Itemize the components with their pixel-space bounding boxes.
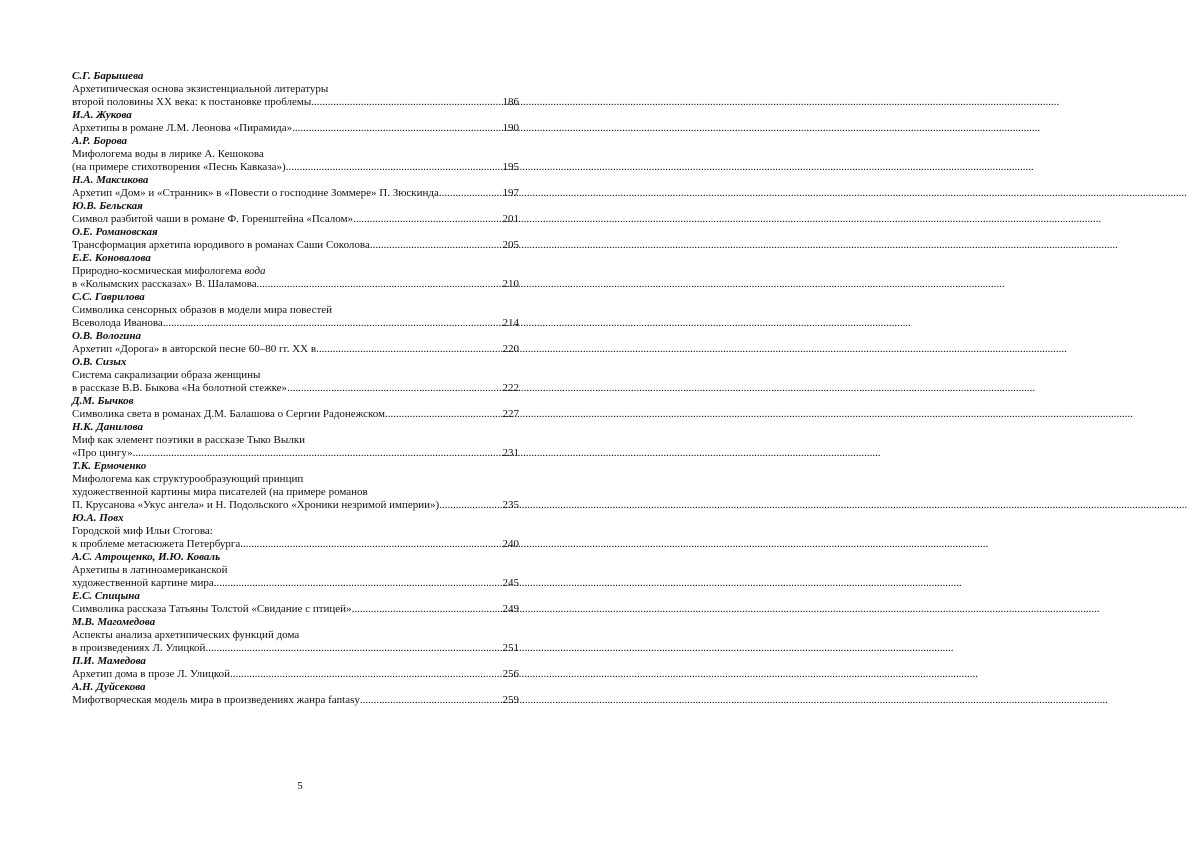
entry-title-text: Архетип «Дом» и «Странник» в «Повести о господине Зоммере» П. Зюскинда (72, 187, 439, 199)
toc-entry (72, 330, 519, 356)
entry-title-line (72, 265, 519, 278)
entry-page-number: 245 (502, 577, 519, 589)
entry-title-text: Символика рассказа Татьяны Толстой «Свидание с птицей» (72, 603, 352, 615)
entry-title-line: Городской миф Ильи Стогова: (72, 525, 213, 537)
entry-title-line: Архетипическая основа экзистенциальной литературы (72, 83, 329, 95)
toc-entry (72, 252, 519, 291)
entry-author: Т.К. Ермоченко (72, 460, 147, 472)
entry-title-text: Символ разбитой чаши в романе Ф. Горенштейна «Псалом» (72, 213, 354, 225)
dot-leader (230, 668, 501, 681)
entry-page-number: 235 (502, 499, 519, 511)
entry-author: О.В. Сизых (72, 356, 127, 368)
entry-page-number: 220 (502, 343, 519, 355)
dot-leader (319, 343, 502, 356)
dot-leader (163, 317, 502, 330)
toc-entry (72, 356, 519, 395)
entry-author: С.Г. Барышева (72, 70, 144, 82)
dot-leader (257, 278, 502, 291)
toc-entry (72, 590, 519, 616)
entry-title-last-line (72, 161, 519, 174)
entry-author: С.С. Гаврилова (72, 291, 145, 303)
dot-leader (214, 577, 502, 590)
entry-page-number: 195 (502, 161, 519, 173)
entry-title-last-line (72, 499, 519, 512)
entry-title-line: Система сакрализации образа женщины (72, 369, 261, 381)
entry-title-text: Всеволода Иванова (72, 317, 163, 329)
entry-title-text: второй половины ХХ века: к постановке проблемы (72, 96, 312, 108)
toc-entry (72, 200, 519, 226)
entry-title-last-line (72, 213, 519, 226)
entry-title-line: художественной картины мира писателей (на примере романов (72, 486, 368, 498)
dot-leader (205, 642, 501, 655)
entry-title-text: художественной картине мира (72, 577, 214, 589)
toc-entry (72, 395, 519, 421)
entry-title-line: Архетипы в латиноамериканской (72, 564, 228, 576)
entry-title-last-line (72, 96, 519, 109)
entry-author: Ю.В. Бельская (72, 200, 143, 212)
entry-page-number: 227 (502, 408, 519, 420)
entry-title-text: Архетип «Дорога» в авторской песне 60–80 гг. ХХ в. (72, 343, 319, 355)
entry-page-number: 249 (502, 603, 519, 615)
entry-title-last-line (72, 317, 519, 330)
entry-title-text: Символика света в романах Д.М. Балашова о Сергии Радонежском (72, 408, 386, 420)
entry-page-number: 251 (502, 642, 519, 654)
dot-leader (439, 499, 501, 512)
entry-page-number: 256 (502, 668, 519, 680)
entry-title-text: П. Крусанова «Укус ангела» и Н. Подольского «Хроники незримой империи») (72, 499, 440, 511)
entry-author: Ю.А. Повх (72, 512, 124, 524)
dot-leader (353, 213, 501, 226)
toc-entry (72, 512, 519, 551)
entry-author: И.А. Жукова (72, 109, 132, 121)
entry-title-last-line (72, 343, 519, 356)
entry-title-text: в произведениях Л. Улицкой (72, 642, 206, 654)
entry-page-number: 210 (502, 278, 519, 290)
entry-title-text: Архетип дома в прозе Л. Улицкой (72, 668, 231, 680)
dot-leader (385, 408, 501, 421)
entry-title-last-line (72, 382, 519, 395)
entry-page-number: 222 (502, 382, 519, 394)
entry-title-text: к проблеме метасюжета Петербурга (72, 538, 241, 550)
toc-entry (72, 291, 519, 330)
toc-entry (72, 70, 519, 109)
entry-page-number: 259 (502, 694, 519, 706)
toc-entry (72, 226, 519, 252)
entry-title-text: в рассказе В.В. Быкова «На болотной стежке» (72, 382, 288, 394)
entry-author: Д.М. Бычков (72, 395, 134, 407)
entry-author: О.Е. Романовская (72, 226, 158, 238)
entry-title-last-line (72, 694, 519, 707)
entry-title-last-line (72, 187, 519, 200)
toc-entry (72, 460, 519, 512)
entry-author: Н.К. Данилова (72, 421, 143, 433)
entry-title-text: (на примере стихотворения «Песнь Кавказа») (72, 161, 286, 173)
entry-title-text: Архетипы в романе Л.М. Леонова «Пирамида» (72, 122, 293, 134)
entry-page-number: 231 (502, 447, 519, 459)
entry-author: Е.Е. Коновалова (72, 252, 151, 264)
entry-author: Е.С. Спицына (72, 590, 140, 602)
entry-title-last-line (72, 603, 519, 616)
dot-leader (292, 122, 501, 135)
entry-title-line: Миф как элемент поэтики в рассказе Тыко Вылки (72, 434, 305, 446)
entry-author: П.И. Мамедова (72, 655, 146, 667)
entry-title-last-line (72, 642, 519, 655)
dot-leader (370, 239, 502, 252)
toc-entry (72, 421, 519, 460)
entry-page-number: 201 (502, 213, 519, 225)
entry-title-line: Символика сенсорных образов в модели мира повестей (72, 304, 333, 316)
table-of-contents (72, 70, 519, 707)
dot-leader (133, 447, 502, 460)
dot-leader (311, 96, 501, 109)
toc-entry (72, 135, 519, 174)
entry-title-text: «Про цингу» (72, 447, 133, 459)
entry-author: А.Н. Дуйсекова (72, 681, 146, 693)
entry-author: Н.А. Максикова (72, 174, 149, 186)
entry-title-line: Аспекты анализа архетипических функций дома (72, 629, 300, 641)
entry-page-number: 240 (502, 538, 519, 550)
toc-entry (72, 174, 519, 200)
entry-page-number: 197 (502, 187, 519, 199)
entry-title-last-line (72, 122, 519, 135)
toc-entry (72, 616, 519, 655)
entry-title-last-line (72, 408, 519, 421)
entry-page-number: 205 (502, 239, 519, 251)
entry-title-line: Мифологема как структурообразующий принцип (72, 473, 304, 485)
entry-title-text: Мифотворческая модель мира в произведениях жанра fantasy (72, 694, 360, 706)
entry-page-number: 186 (502, 96, 519, 108)
entry-title-last-line (72, 239, 519, 252)
entry-title-line: Мифологема воды в лирике А. Кешокова (72, 148, 264, 160)
dot-leader (439, 187, 502, 200)
entry-author: А.Р. Борова (72, 135, 128, 147)
entry-author: М.В. Магомедова (72, 616, 156, 628)
toc-entry (72, 681, 519, 707)
entry-title-last-line (72, 577, 519, 590)
entry-title-last-line (72, 668, 519, 681)
entry-page-number: 214 (502, 317, 519, 329)
entry-title-text: Трансформация архетипа юродивого в романах Саши Соколова (72, 239, 370, 251)
entry-title-last-line (72, 278, 519, 291)
toc-entry (72, 109, 519, 135)
entry-title-last-line (72, 447, 519, 460)
entry-title-text: Природно-космическая мифологема (72, 265, 245, 277)
toc-entry (72, 551, 519, 590)
entry-title-emphasis: вода (244, 265, 266, 277)
entry-author: О.В. Вологина (72, 330, 142, 342)
entry-title-last-line (72, 538, 519, 551)
entry-author: А.С. Атрощенко, И.Ю. Коваль (72, 551, 221, 563)
entry-page-number: 190 (502, 122, 519, 134)
toc-entry (72, 655, 519, 681)
dot-leader (240, 538, 501, 551)
dot-leader (360, 694, 502, 707)
dot-leader (287, 382, 501, 395)
page-number: 5 (297, 780, 303, 792)
entry-title-text: в «Колымских рассказах» В. Шаламова (72, 278, 257, 290)
dot-leader (352, 603, 502, 616)
dot-leader (286, 161, 502, 174)
